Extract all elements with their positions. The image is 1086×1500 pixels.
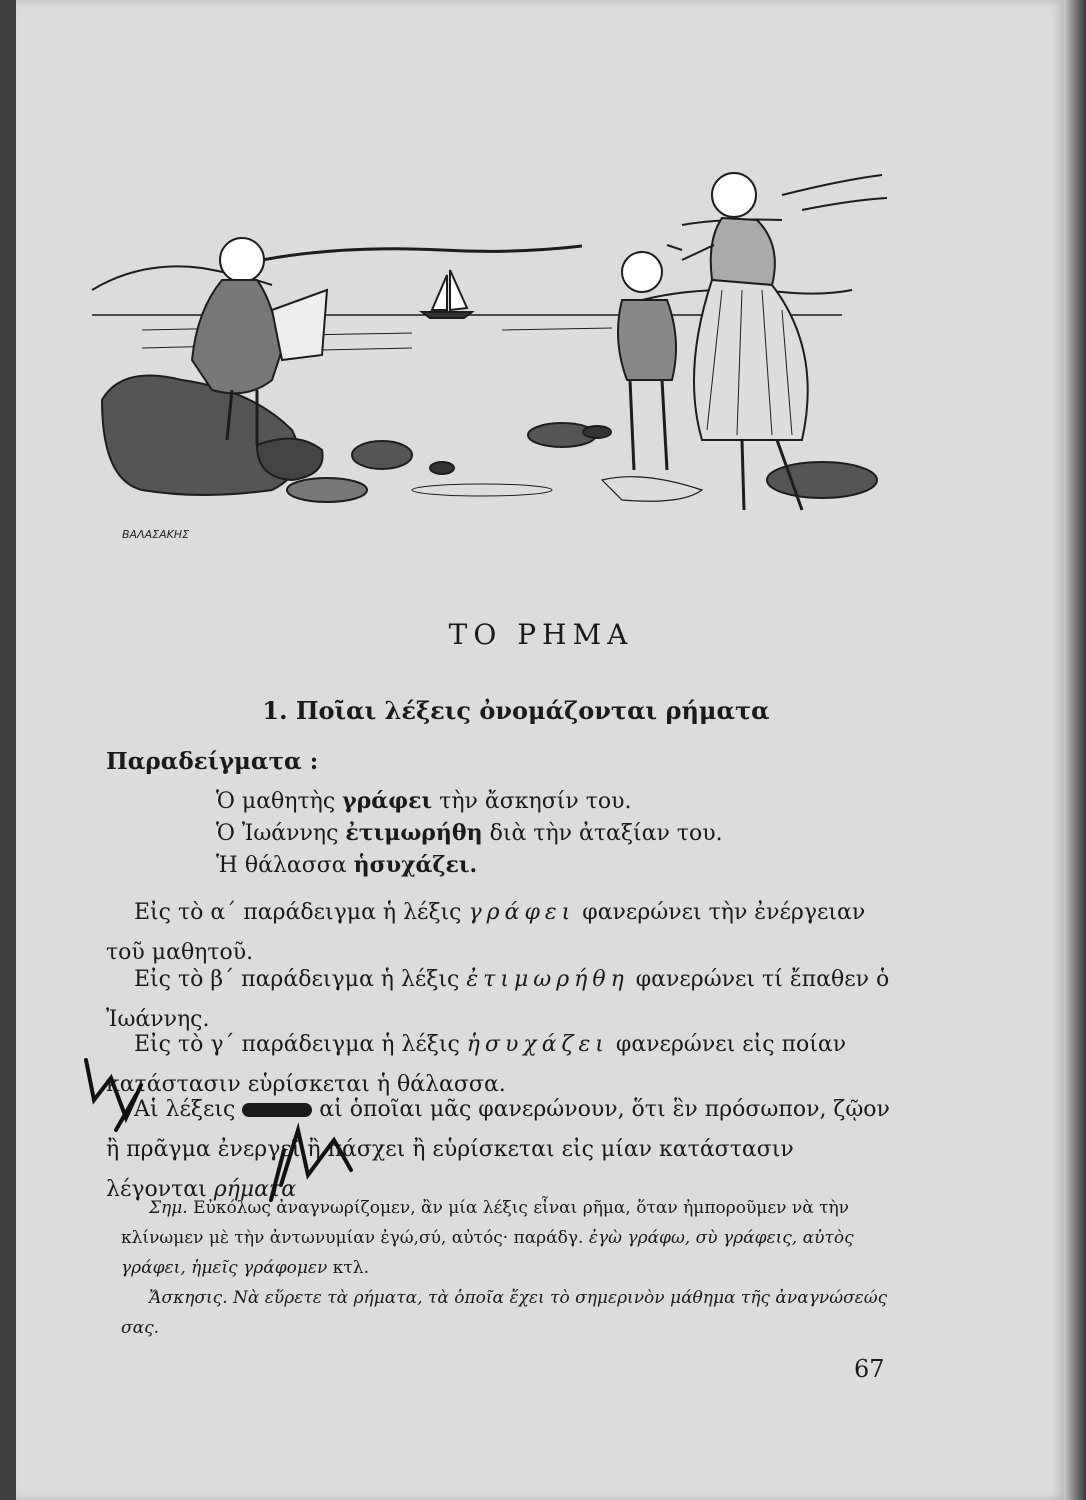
page-title: ΤΟ ΡΗΜΑ — [448, 618, 634, 651]
section-heading: 1. Ποῖαι λέξεις ὀνομάζονται ρήματα — [262, 696, 770, 725]
beach-illustration — [82, 150, 892, 550]
paragraph-example-b: Εἰς τὸ β΄ παράδειγμα ἡ λέξις ἐτιμωρήθη φανερώνει τί ἔπαθεν ὁ Ἰωάννης. — [106, 967, 890, 1032]
definition-paragraph: Αἱ λέξεις αἱ ὁποῖαι μᾶς φανερώνουν, ὅτι ἓν πρόσωπον, ζῷον ἢ πρᾶγμα ἐνεργεῖ ἢ πάσχει ἢ εὑρίσκεται εἰς μίαν κατάστασιν λέγονται ρήματα — [106, 1097, 890, 1202]
example-sentence: Ἡ θάλασσα ἡσυχάζει. — [216, 852, 478, 878]
example-sentence: Ὁ μαθητὴς γράφει τὴν ἄσκησίν του. — [216, 788, 632, 814]
book-page — [16, 0, 1066, 1500]
exercise-paragraph: Ἄσκησις. Νὰ εὕρετε τὰ ρήματα, τὰ ὁποῖα ἔχει τὸ σημερινὸν μάθημα τῆς ἀναγνώσεώς σας. — [121, 1288, 888, 1338]
paragraph-example-c: Εἰς τὸ γ΄ παράδειγμα ἡ λέξις ἡσυχάζει φανερώνει εἰς ποίαν κατάστασιν εὑρίσκεται ἡ θάλασσα. — [106, 1032, 847, 1097]
note-paragraph: Σημ. Εὐκόλως ἀναγνωρίζομεν, ἂν μία λέξις εἶναι ρῆμα, ὅταν ἠμποροῦμεν νὰ τὴν κλίνωμεν μὲ τὴν ἀντωνυμίαν ἐγώ,σύ, αὐτός· παράδγ. ἐγὼ γράφω, σὺ γράφεις, αὐτὸς γράφει, ἡμεῖς γράφομεν κτλ. — [121, 1198, 854, 1278]
example-sentence: Ὁ Ἰωάννης ἐτιμωρήθη διὰ τὴν ἀταξίαν του. — [216, 820, 723, 846]
redaction-mark — [242, 1103, 312, 1117]
book-edge — [1064, 0, 1086, 1500]
page-number: 67 — [854, 1355, 885, 1383]
illustration-signature: ΒΑΛΑΣΑΚΗΣ — [122, 528, 190, 541]
examples-label: Παραδείγματα : — [106, 748, 319, 775]
paragraph-example-a: Εἰς τὸ α΄ παράδειγμα ἡ λέξις γράφει φανερώνει τὴν ἐνέργειαν τοῦ μαθητοῦ. — [106, 900, 866, 965]
